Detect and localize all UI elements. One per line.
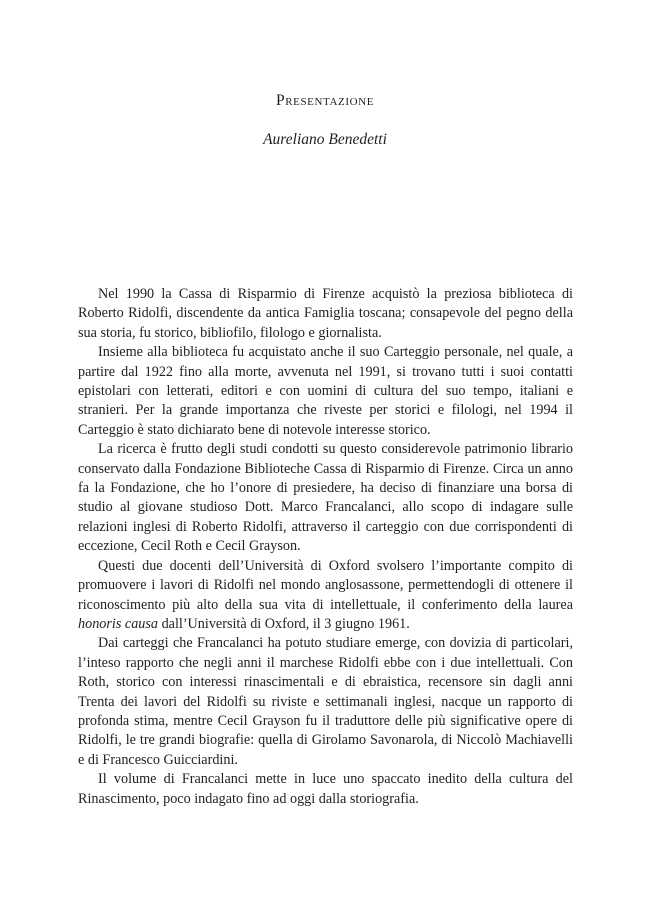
paragraph-2: Insieme alla biblioteca fu acquistato anche il suo Carteggio personale, nel quale, a partire dal 1922 fino alla morte, avvenuta nel 1991, si trovano tutti i suoi contatti epistolari con letterati, editori e con uomini di cultura del suo tempo, italiani e stranieri. Per la grande importanza che riveste per storici e filologi, nel 1994 il Carteggio è stato dichiarato bene di notevole interesse storico.	[78, 344, 573, 438]
paragraph-3: La ricerca è frutto degli studi condotti su questo considerevole patrimonio librario conservato dalla Fondazione Biblioteche Cassa di Risparmio di Firenze. Circa un anno fa la Fondazione, che ho l’onore di presiedere, ha deciso di finanziare una borsa di studio al giovane studioso Dott. Marco Francalanci, allo scopo di indagare sulle relazioni inglesi di Roberto Ridolfi, attraverso il carteggio con due corrispondenti di eccezione, Cecil Roth e Cecil Grayson.	[78, 441, 573, 555]
paragraph-4-text-after: dall’Università di Oxford, il 3 giugno 1961.	[158, 615, 410, 632]
paragraph-5: Dai carteggi che Francalanci ha potuto studiare emerge, con dovizia di particolari, l’inteso rapporto che negli anni il marchese Ridolfi ebbe con i due intellettuali. Con Roth, storico con interessi rinascimentali e di ebraistica, recensore sin dagli anni Trenta dei lavori del Ridolfi su riviste e settimanali inglesi, nacque un rapporto di profonda stima, mentre Cecil Grayson fu il traduttore delle più significative opere di Ridolfi, le tre grandi biografie: quella di Girolamo Savonarola, di Niccolò Machiavelli e di Francesco Guicciardini.	[78, 635, 573, 768]
paragraph-4-text-before: Questi due docenti dell’Università di Oxford svolsero l’importante compito di promuovere i lavori di Ridolfi nel mondo anglosassone, permettendogli di ottenere il riconoscimento più alto della sua vita di intellettuale, il conferimento della laurea	[78, 557, 573, 613]
paragraph-1: Nel 1990 la Cassa di Risparmio di Firenze acquistò la preziosa biblioteca di Roberto Ridolfi, discendente da antica Famiglia toscana; consapevole del pegno della sua storia, fu storico, bibliofilo, filologo e giornalista.	[78, 286, 573, 341]
paragraph-6: Il volume di Francalanci mette in luce uno spaccato inedito della cultura del Rinascimento, poco indagato fino ad oggi dalla storiografia.	[78, 771, 573, 807]
paragraph-4	[78, 557, 573, 635]
paragraph-4-italic: honoris causa	[78, 615, 159, 632]
body-text	[78, 285, 573, 809]
author-name: Aureliano Benedetti	[263, 131, 387, 148]
page-title: Presentazione	[275, 92, 375, 109]
